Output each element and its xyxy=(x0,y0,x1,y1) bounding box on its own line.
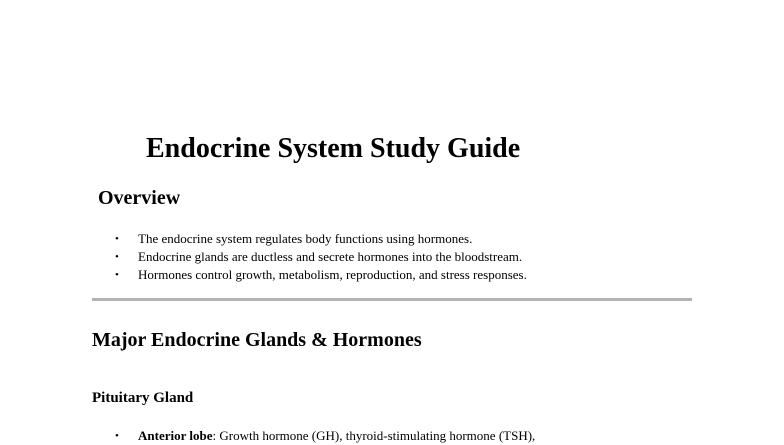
list-item-text: Hormones control growth, metabolism, reproduction, and stress responses. xyxy=(138,267,527,282)
list-item-text: The endocrine system regulates body functions using hormones. xyxy=(138,231,473,246)
list-item xyxy=(115,266,527,284)
list-item xyxy=(115,230,527,248)
list-item xyxy=(115,427,535,445)
section-divider xyxy=(92,298,692,301)
overview-bullet-list xyxy=(115,230,527,284)
list-item-text: : Growth hormone (GH), thyroid-stimulating hormone (TSH), xyxy=(212,428,536,443)
bullet-icon: • xyxy=(115,269,119,281)
document-title: Endocrine System Study Guide xyxy=(146,133,521,164)
list-item-term: Anterior lobe xyxy=(138,428,213,443)
bullet-icon: • xyxy=(115,430,119,442)
bullet-icon: • xyxy=(115,233,119,245)
pituitary-heading: Pituitary Gland xyxy=(92,390,194,406)
pituitary-bullet-list xyxy=(115,427,535,445)
list-item-text: Endocrine glands are ductless and secrete hormones into the bloodstream. xyxy=(138,249,523,264)
list-item xyxy=(115,248,527,266)
glands-heading: Major Endocrine Glands & Hormones xyxy=(92,329,422,351)
overview-heading: Overview xyxy=(98,187,181,209)
bullet-icon: • xyxy=(115,251,119,263)
